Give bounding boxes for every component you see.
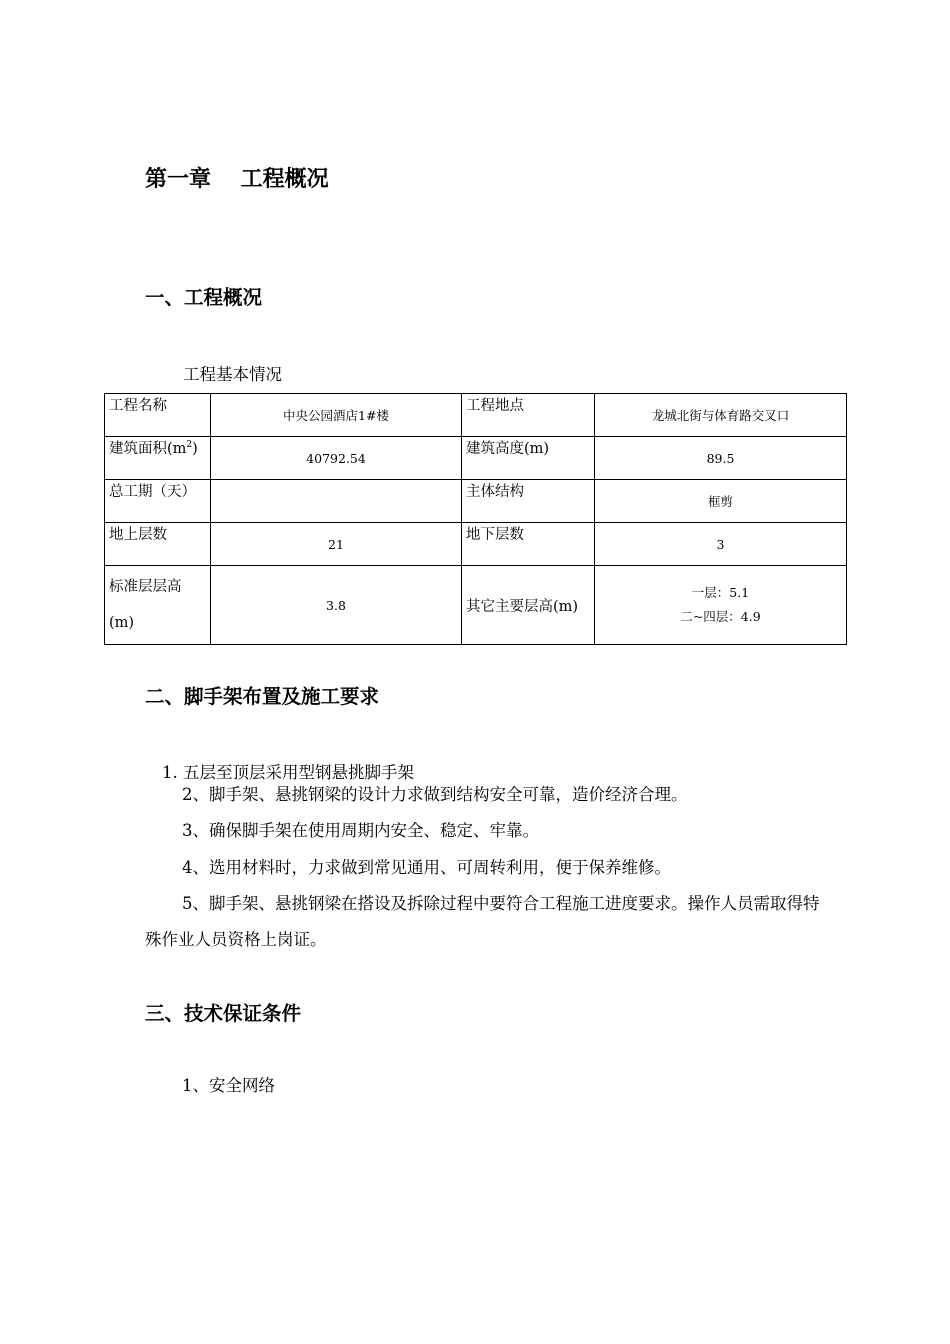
table-cell-label: 其它主要层高(m) <box>462 566 595 645</box>
table-row <box>105 566 847 645</box>
table-cell-value: 21 <box>211 523 462 566</box>
list-item: 4、选用材料时，力求做到常见通用、可周转利用，便于保养维修。 <box>182 858 671 877</box>
project-info-table <box>104 393 847 645</box>
table-cell-label: 主体结构 <box>462 480 595 523</box>
table-cell-value: 40792.54 <box>211 437 462 480</box>
table-cell-value: 3.8 <box>211 566 462 645</box>
label-line: 标准层层高 <box>109 579 182 595</box>
table-cell-value: 3 <box>595 523 847 566</box>
list-item: 1. 五层至顶层采用型钢悬挑脚手架 <box>162 763 414 782</box>
table-cell-value: 框剪 <box>595 480 847 523</box>
table-cell-value: 中央公园酒店1#楼 <box>211 394 462 437</box>
table-cell-label: 工程地点 <box>462 394 595 437</box>
table-row <box>105 437 847 480</box>
chapter-title: 第一章 工程概况 <box>145 167 329 192</box>
label-line: (m) <box>109 615 135 631</box>
value-line: 二~四层：4.9 <box>680 609 761 624</box>
superscript: 2 <box>186 440 193 451</box>
label-text: 建筑面积(m <box>109 441 187 457</box>
table-row <box>105 523 847 566</box>
table-cell-value: 89.5 <box>595 437 847 480</box>
section-heading-scaffolding: 二、脚手架布置及施工要求 <box>145 685 380 708</box>
table-cell-label: 地上层数 <box>105 523 211 566</box>
table-row <box>105 480 847 523</box>
section-heading-technical: 三、技术保证条件 <box>145 1002 302 1025</box>
list-item: 2、脚手架、悬挑钢梁的设计力求做到结构安全可靠，造价经济合理。 <box>182 785 688 804</box>
table-cell-value: 龙城北街与体育路交叉口 <box>595 394 847 437</box>
label-text-end: ) <box>192 441 198 457</box>
list-item: 1、安全网络 <box>182 1076 275 1095</box>
table-cell-label: 建筑高度(m) <box>462 437 595 480</box>
list-item: 5、脚手架、悬挑钢梁在搭设及拆除过程中要符合工程施工进度要求。操作人员需取得特殊作业人员资格上岗证。 <box>145 894 820 949</box>
value-line: 一层：5.1 <box>691 585 750 600</box>
list-item: 3、确保脚手架在使用周期内安全、稳定、牢靠。 <box>182 821 539 840</box>
table-cell-label: 地下层数 <box>462 523 595 566</box>
table-caption: 工程基本情况 <box>183 365 282 384</box>
table-cell-value <box>595 566 847 645</box>
table-cell-label: 工程名称 <box>105 394 211 437</box>
table-row <box>105 394 847 437</box>
table-cell-value <box>211 480 462 523</box>
table-cell-label <box>105 566 211 645</box>
table-cell-label: 总工期（天） <box>105 480 211 523</box>
table-cell-label <box>105 437 211 480</box>
section-heading-overview: 一、工程概况 <box>145 286 263 309</box>
